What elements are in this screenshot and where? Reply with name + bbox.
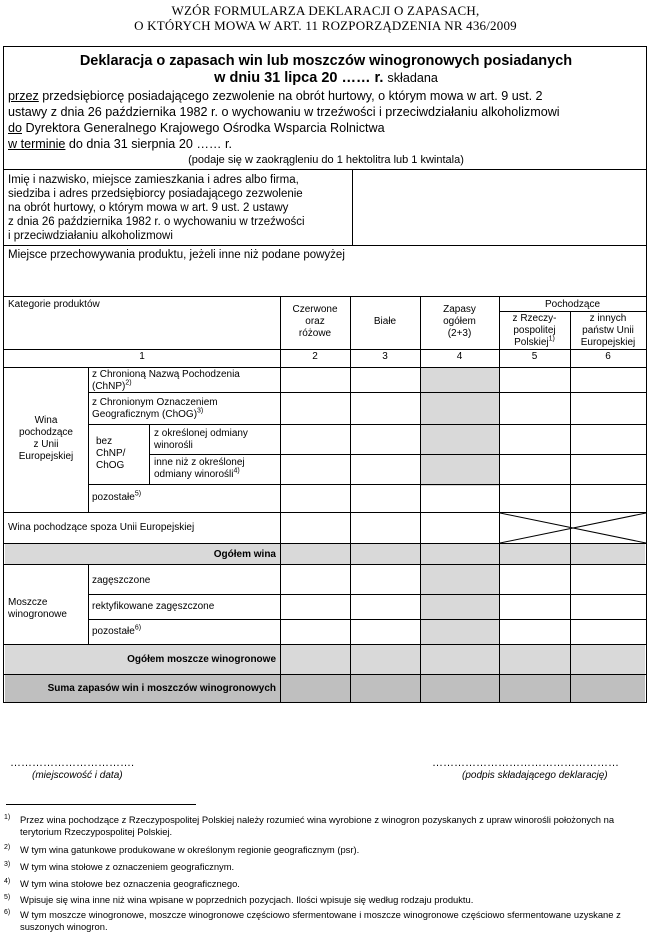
footnote-separator: [6, 804, 196, 805]
form-title: Deklaracja o zapasach win lub moszczów winogronowych posiadanych: [79, 53, 573, 69]
row-non-eu: Wina pochodzące spoza Unii Europejskiej: [8, 522, 195, 533]
submitted-to: do Dyrektora Generalnego Krajowego Ośrodka Wsparcia Rolnictwa: [8, 121, 385, 135]
row-total-musts: Ogółem moszcze winogronowe: [127, 654, 276, 665]
col-other-eu: z innych państw Unii Europejskiej: [580, 313, 636, 348]
row-total-wines: Ogółem wina: [213, 549, 276, 560]
form-header-line2: O KTÓRYCH MOWA W ART. 11 ROZPORZĄDZENIA NR 436/2009: [134, 18, 517, 33]
row-other-variety: inne niż z określonej odmiany winorośli$^{4)}$: [154, 457, 245, 480]
row-specific-variety: z określonej odmiany winorośli: [154, 428, 248, 451]
submitted-by-cont: ustawy z dnia 26 października 1982 r. o wychowaniu w trzeźwości i przeciwdziałaniu alkoholizmowi: [8, 105, 560, 119]
input-noneu-red[interactable]: [281, 513, 350, 543]
input-chnp-red[interactable]: [281, 368, 350, 392]
col-origin: Pochodzące: [544, 299, 601, 310]
form-header-line1: WZÓR FORMULARZA DEKLARACJI O ZAPASACH,: [171, 3, 480, 18]
row-chog: z Chronionym Oznaczeniem Geograficznym (ChOG)$^{3)}$: [92, 397, 218, 420]
col-num-1: 1: [139, 351, 145, 362]
row-other-eu: pozostałe$^{5)}$: [92, 490, 142, 503]
col-num-6: 6: [605, 351, 611, 362]
place-date-line[interactable]: …………………………….: [10, 757, 135, 769]
input-chnp-white[interactable]: [351, 368, 420, 392]
place-date-label: (miejscowość i data): [32, 770, 123, 781]
musts-label: Moszcze winogronowe: [8, 597, 67, 620]
col-num-4: 4: [456, 351, 463, 362]
row-other-musts: pozostałe$^{6)}$: [92, 624, 142, 637]
rounding-note: (podaje się w zaokrągleniu do 1 hektolitra lub 1 kwintala): [188, 154, 464, 166]
col-num-5: 5: [531, 351, 538, 362]
eu-wines-label: Wina pochodzące z Unii Europejskiej: [18, 415, 74, 462]
col-num-3: 3: [382, 351, 388, 362]
col-total: Zapasy ogółem (2+3): [443, 304, 476, 339]
row-grand-total: Suma zapasów win i moszczów winogronowych: [47, 683, 276, 694]
row-rectified: rektyfikowane zagęszczone: [92, 601, 215, 612]
declaration-form: [3, 46, 647, 703]
storage-field[interactable]: [5, 264, 645, 294]
col-num-2: 2: [312, 351, 318, 362]
col-white: Białe: [373, 316, 397, 327]
col-poland: z Rzeczy- pospolitej Polskiej$^{1)}$: [512, 313, 557, 348]
storage-label: Miejsce przechowywania produktu, jeżeli inne niż podane powyżej: [8, 249, 345, 261]
submitted-by: przez przedsiębiorcę posiadającego zezwolenie na obrót hurtowy, o którym mowa w art. 9 ust. 2: [8, 89, 543, 103]
col-categories: Kategorie produktów: [8, 299, 100, 310]
signature-line[interactable]: ……………………………………………: [432, 757, 619, 769]
deadline: w terminie do dnia 31 sierpnia 20 …… r.: [8, 137, 233, 151]
not-applicable-cross: [500, 513, 646, 543]
row-chnp: z Chronioną Nazwą Pochodzenia (ChNP)$^{2)}$: [92, 369, 240, 392]
total-col-shade: [420, 368, 499, 486]
input-noneu-white[interactable]: [351, 513, 420, 543]
row-without-chnp-chog: bez ChNP/ ChOG: [96, 436, 126, 471]
identity-label: Imię i nazwisko, miejsce zamieszkania i adres albo firma, siedziba i adres przedsiębiorcy posiadającego zezwolenie na obrót hurtowy, o którym mowa w art. 9 ust. 2 ustawy z dnia 26 października 1982 r. o wychowaniu w trzeźwości i przeciwdziałaniu alkoholizmowi: [8, 174, 305, 242]
identity-field[interactable]: [353, 170, 645, 244]
row-concentrated: zagęszczone: [92, 575, 151, 586]
col-red-rose: Czerwone oraz różowe: [292, 304, 338, 339]
form-title-date: w dniu 31 lipca 20 …… r. składana: [214, 70, 438, 86]
signature-label: (podpis składającego deklarację): [462, 770, 608, 781]
